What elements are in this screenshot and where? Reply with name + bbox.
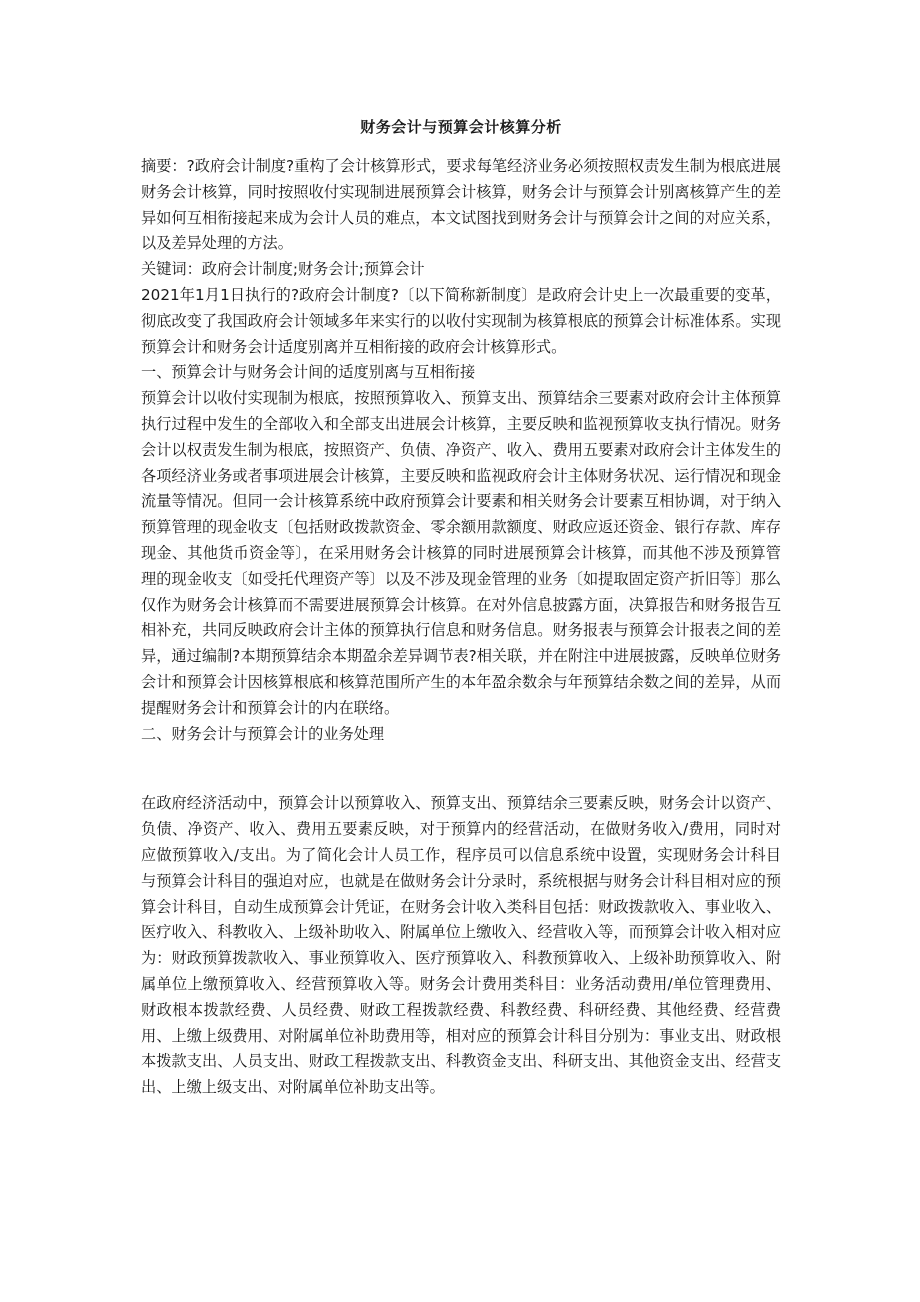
document-page [141, 116, 781, 1101]
section-1-heading: 一、预算会计与财务会计间的适度别离与互相衔接 [141, 363, 476, 382]
section-2-heading: 二、财务会计与预算会计的业务处理 [141, 724, 384, 743]
abstract-paragraph: 摘要：?政府会计制度?重构了会计核算形式，要求每笔经济业务必须按照权责发生制为根底进展财务会计核算，同时按照收付实现制进展预算会计核算，财务会计与预算会计别离核算产生的差异如何互相衔接起来成为会计人员的难点，本文试图找到财务会计与预算会计之间的对应关系，以及差异处理的方法。 [141, 157, 781, 253]
intro-paragraph: 2021年1月1日执行的?政府会计制度?〔以下简称新制度〕是政府会计史上一次最重要的变革，彻底改变了我国政府会计领域多年来实行的以收付实现制为核算根底的预算会计标准体系。实现预算会计和财务会计适度别离并互相衔接的政府会计核算形式。 [141, 285, 781, 356]
document-title: 财务会计与预算会计核算分析 [360, 118, 562, 136]
blank-spacer [141, 747, 781, 791]
section-1-body: 预算会计以收付实现制为根底，按照预算收入、预算支出、预算结余三要素对政府会计主体预算执行过程中发生的全部收入和全部支出进展会计核算，主要反映和监视预算收支执行情况。财务会计以权责发生制为根底，按照资产、负债、净资产、收入、费用五要素对政府会计主体发生的各项经济业务或者事项进展会计核算，主要反映和监视政府会计主体财务状况、运行情况和现金流量等情况。但同一会计核算系统中政府预算会计要素和相关财务会计要素互相协调，对于纳入预算管理的现金收支〔包括财政拨款资金、零余额用款额度、财政应返还资金、银行存款、库存现金、其他货币资金等〕，在采用财务会计核算的同时进展预算会计核算，而其他不涉及预算管理的现金收支〔如受托代理资产等〕以及不涉及现金管理的业务〔如提取固定资产折旧等〕那么仅作为财务会计核算而不需要进展预算会计核算。在对外信息披露方面，决算报告和财务报告互相补充，共同反映政府会计主体的预算执行信息和财务信息。财务报表与预算会计报表之间的差异，通过编制?本期预算结余本期盈余差异调节表?相关联，并在附注中进展披露，反映单位财务会计和预算会计因核算根底和核算范围所产生的本年盈余数余与年预算结余数之间的差异，从而提醒财务会计和预算会计的内在联络。 [141, 389, 781, 717]
keywords-line: 关键词：政府会计制度;财务会计;预算会计 [141, 260, 425, 279]
section-2-body: 在政府经济活动中，预算会计以预算收入、预算支出、预算结余三要素反映，财务会计以资产、负债、净资产、收入、费用五要素反映，对于预算内的经营活动，在做财务收入/费用，同时对应做预算收入/支出。为了简化会计人员工作，程序员可以信息系统中设置，实现财务会计科目与预算会计科目的强迫对应，也就是在做财务会计分录时，系统根据与财务会计科目相对应的预算会计科目，自动生成预算会计凭证，在财务会计收入类科目包括：财政拨款收入、事业收入、医疗收入、科教收入、上级补助收入、附属单位上缴收入、经营收入等，而预算会计收入相对应为：财政预算拨款收入、事业预算收入、医疗预算收入、科教预算收入、上级补助预算收入、附属单位上缴预算收入、经营预算收入等。财务会计费用类科目：业务活动费用/单位管理费用、财政根本拨款经费、人员经费、财政工程拨款经费、科教经费、科研经费、其他经费、经营费用、上缴上级费用、对附属单位补助费用等，相对应的预算会计科目分别为：事业支出、财政根本拨款支出、人员支出、财政工程拨款支出、科教资金支出、科研支出、其他资金支出、经营支出、上缴上级支出、对附属单位补助支出等。 [141, 794, 781, 1097]
